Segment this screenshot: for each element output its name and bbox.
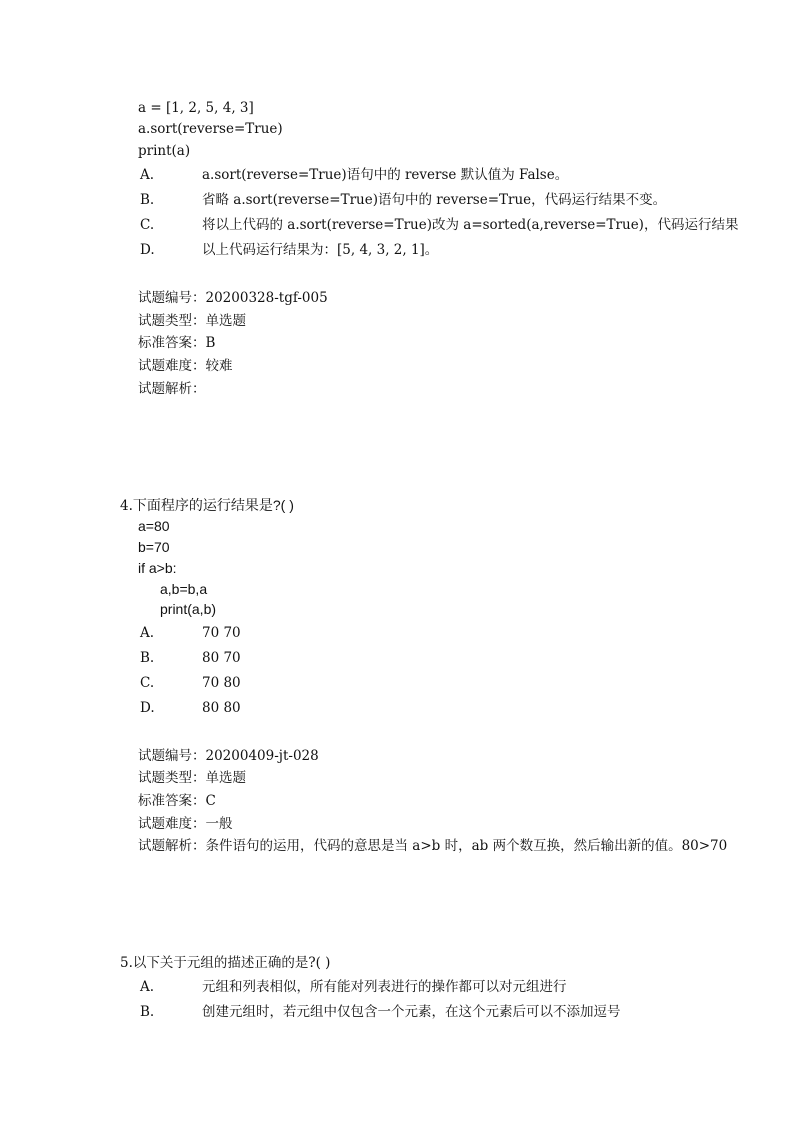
option-letter: C. [140, 217, 155, 233]
option-letter: C. [140, 675, 155, 691]
code-line: a=80 [138, 518, 170, 534]
explanation: 试题解析：条件语句的运用，代码的意思是当 a>b 时，ab 两个数互换，然后输出新的值。80>70 [138, 838, 728, 854]
option-text: 将以上代码的 a.sort(reverse=True)改为 a=sorted(a,reverse=True)，代码运行结果 [202, 217, 739, 233]
option-letter: B. [140, 192, 155, 208]
code-line: print(a) [138, 143, 191, 159]
code-line: a = [1, 2, 5, 4, 3] [138, 100, 254, 116]
question-4-header [120, 495, 294, 516]
question-type: 试题类型：单选题 [138, 770, 246, 786]
option-letter: D. [140, 700, 155, 716]
option-text: 省略 a.sort(reverse=True)语句中的 reverse=True，代码运行结果不变。 [202, 192, 667, 208]
standard-answer: 标准答案：C [138, 793, 216, 809]
option-letter: B. [140, 650, 155, 666]
explanation: 试题解析： [138, 381, 206, 397]
option-letter: A. [140, 625, 155, 641]
option-letter: A. [140, 167, 155, 183]
code-line: a,b=b,a [160, 581, 208, 597]
option-text: 70 70 [202, 625, 241, 641]
option-letter: A. [140, 979, 155, 995]
option-text: a.sort(reverse=True)语句中的 reverse 默认值为 False。 [202, 167, 569, 183]
code-line: b=70 [138, 539, 170, 555]
option-text: 70 80 [202, 675, 241, 691]
option-letter: B. [140, 1004, 155, 1020]
question-5-header [120, 953, 330, 973]
code-line: print(a,b) [160, 601, 217, 617]
question-type: 试题类型：单选题 [138, 313, 246, 329]
question-id: 试题编号：20200409-jt-028 [138, 748, 319, 764]
question-text: 以下关于元组的描述正确的是?( ) [132, 955, 331, 971]
code-line: if a>b: [138, 560, 177, 576]
option-text: 80 80 [202, 700, 241, 716]
option-text: 80 70 [202, 650, 241, 666]
question-number: 5. [120, 955, 133, 971]
option-text: 创建元组时，若元组中仅包含一个元素，在这个元素后可以不添加逗号 [202, 1004, 621, 1020]
question-text: 下面程序的运行结果是?( ) [132, 497, 294, 513]
option-text: 元组和列表相似，所有能对列表进行的操作都可以对元组进行 [202, 979, 567, 995]
question-id: 试题编号：20200328-tgf-005 [138, 290, 328, 306]
option-text: 以上代码运行结果为：[5, 4, 3, 2, 1]。 [202, 242, 439, 258]
difficulty: 试题难度：一般 [138, 816, 233, 832]
option-letter: D. [140, 242, 155, 258]
question-number: 4. [120, 498, 133, 514]
standard-answer: 标准答案：B [138, 335, 216, 351]
code-line: a.sort(reverse=True) [138, 121, 283, 137]
difficulty: 试题难度：较难 [138, 358, 233, 374]
